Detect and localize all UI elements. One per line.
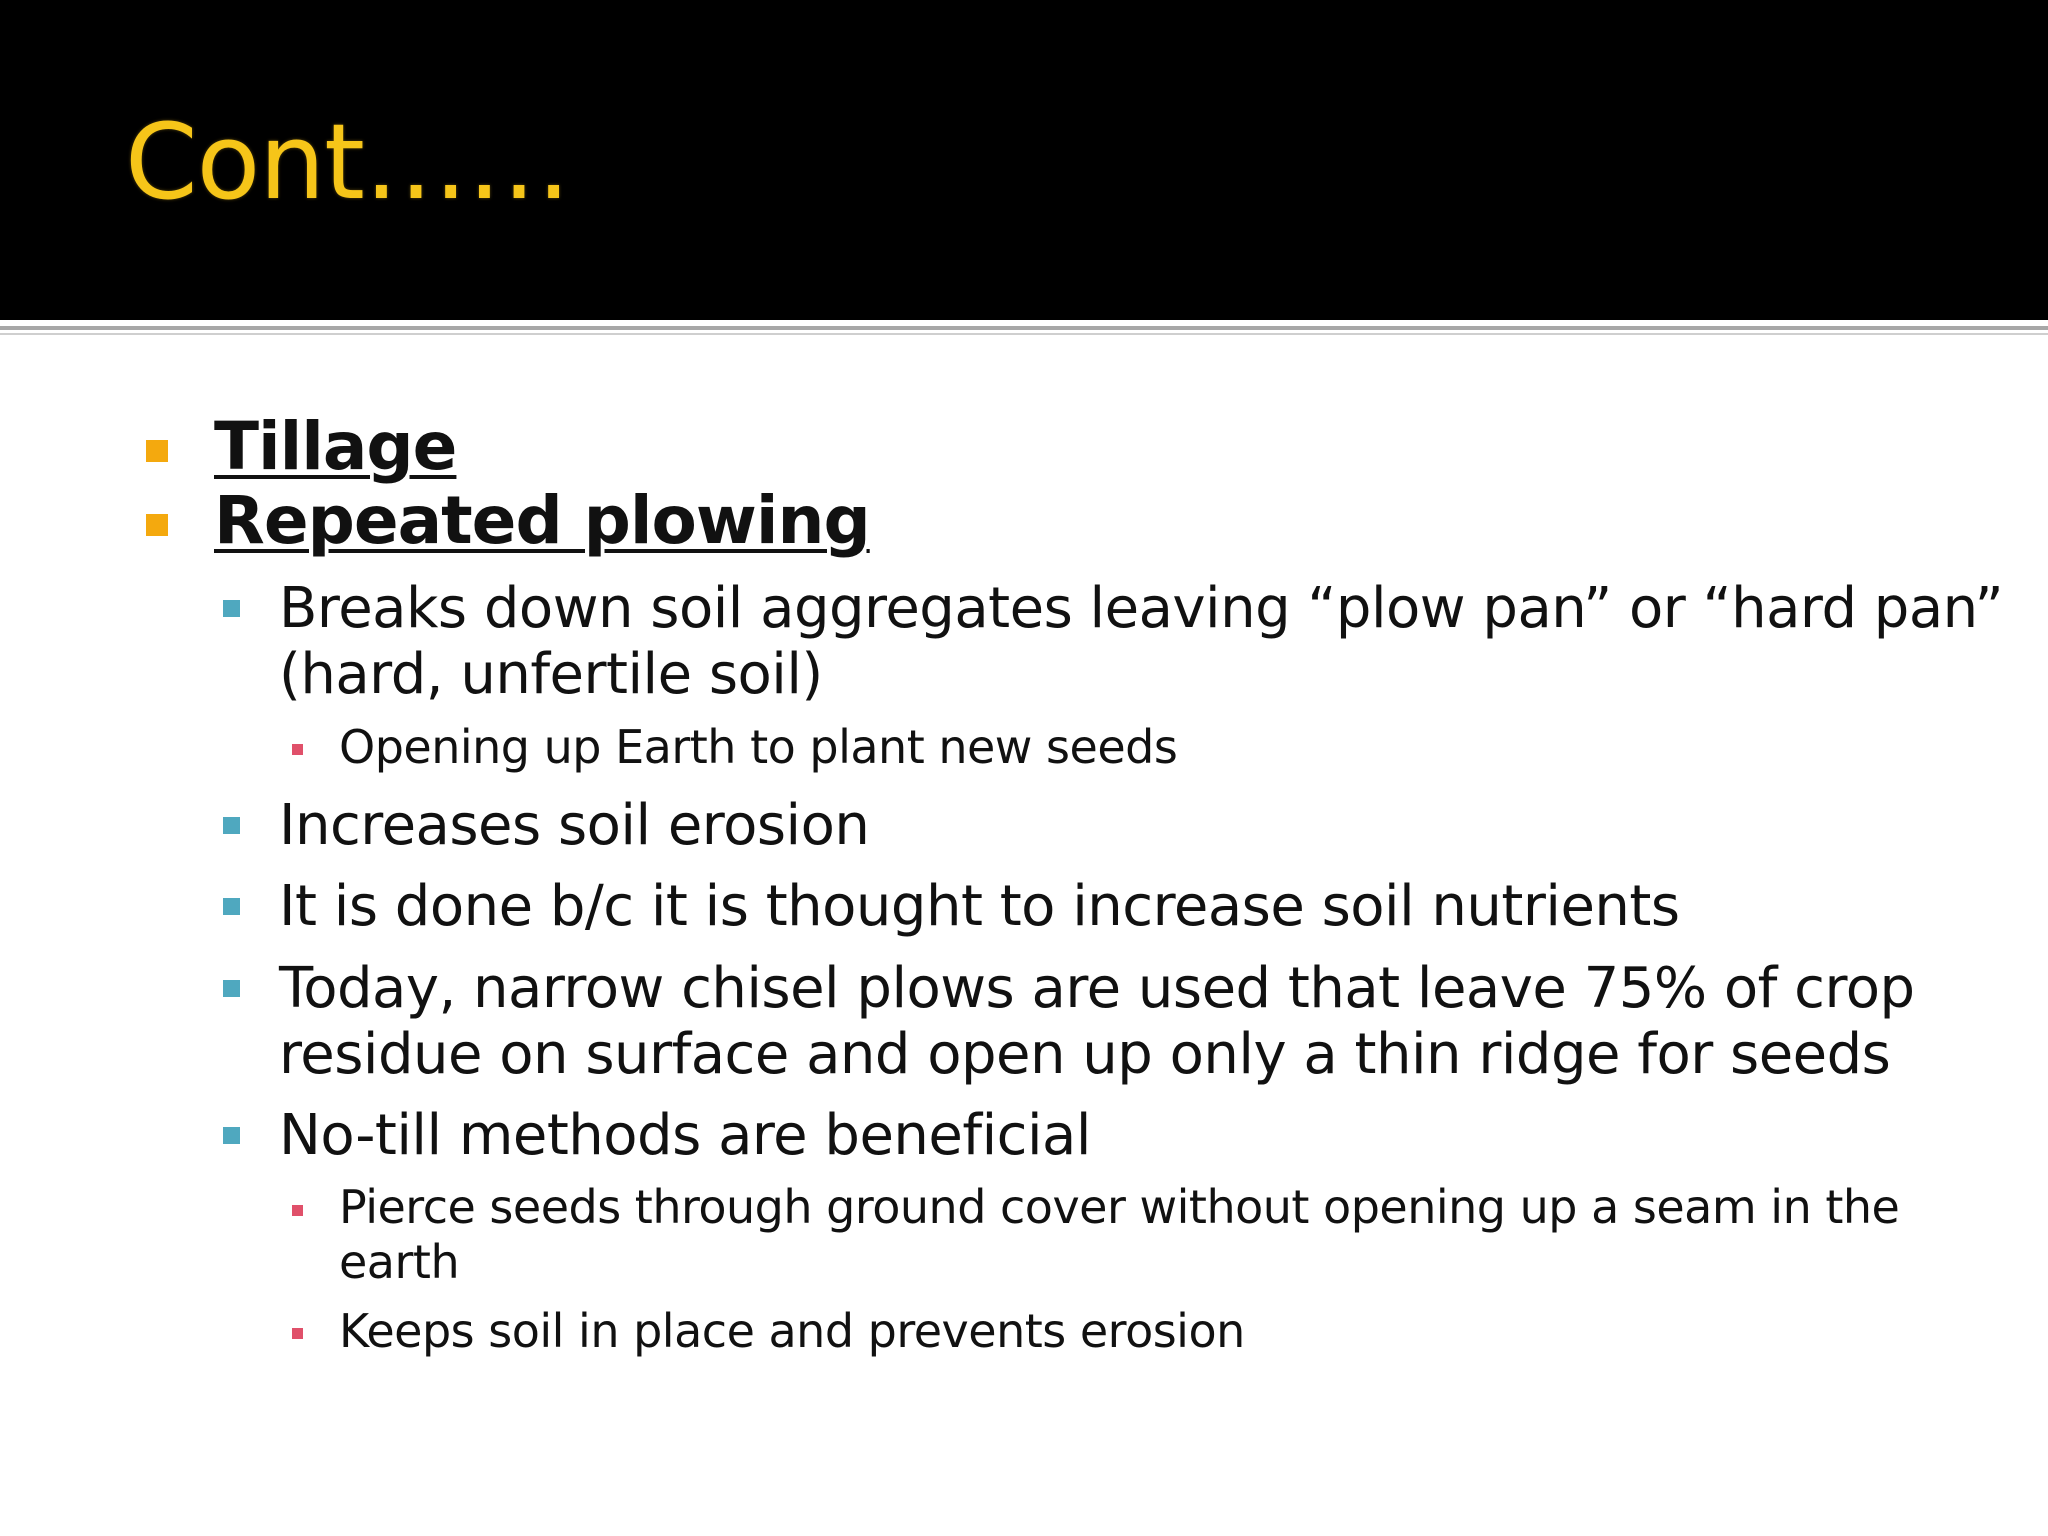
bullet-text: Pierce seeds through ground cover without opening up a seam in the earth: [339, 1180, 1900, 1289]
square-bullet-icon: [292, 1205, 303, 1216]
square-bullet-icon: [146, 440, 168, 462]
bullet-text: Opening up Earth to plant new seeds: [339, 720, 1178, 774]
bullet-text: Repeated plowing: [214, 482, 870, 559]
square-bullet-icon: [223, 1127, 240, 1144]
bullet-text: Today, narrow chisel plows are used that leave 75% of crop residue on surface and open up only a thin ridge for seeds: [279, 956, 1915, 1087]
square-bullet-icon: [223, 898, 240, 915]
square-bullet-icon: [292, 744, 303, 755]
bullet-text: It is done b/c it is thought to increase soil nutrients: [279, 874, 1680, 939]
square-bullet-icon: [223, 980, 240, 997]
bullet-text: Increases soil erosion: [279, 793, 870, 858]
square-bullet-icon: [223, 600, 240, 617]
square-bullet-icon: [292, 1328, 303, 1339]
bullet-text: Tillage: [214, 408, 457, 485]
square-bullet-icon: [223, 817, 240, 834]
slide-title: Cont……: [125, 101, 570, 223]
bullet-text: No-till methods are beneficial: [279, 1103, 1091, 1168]
bullet-text: Keeps soil in place and prevents erosion: [339, 1304, 1245, 1358]
square-bullet-icon: [146, 514, 168, 536]
bullet-text: Breaks down soil aggregates leaving “plow pan” or “hard pan” (hard, unfertile soil): [279, 576, 2004, 707]
